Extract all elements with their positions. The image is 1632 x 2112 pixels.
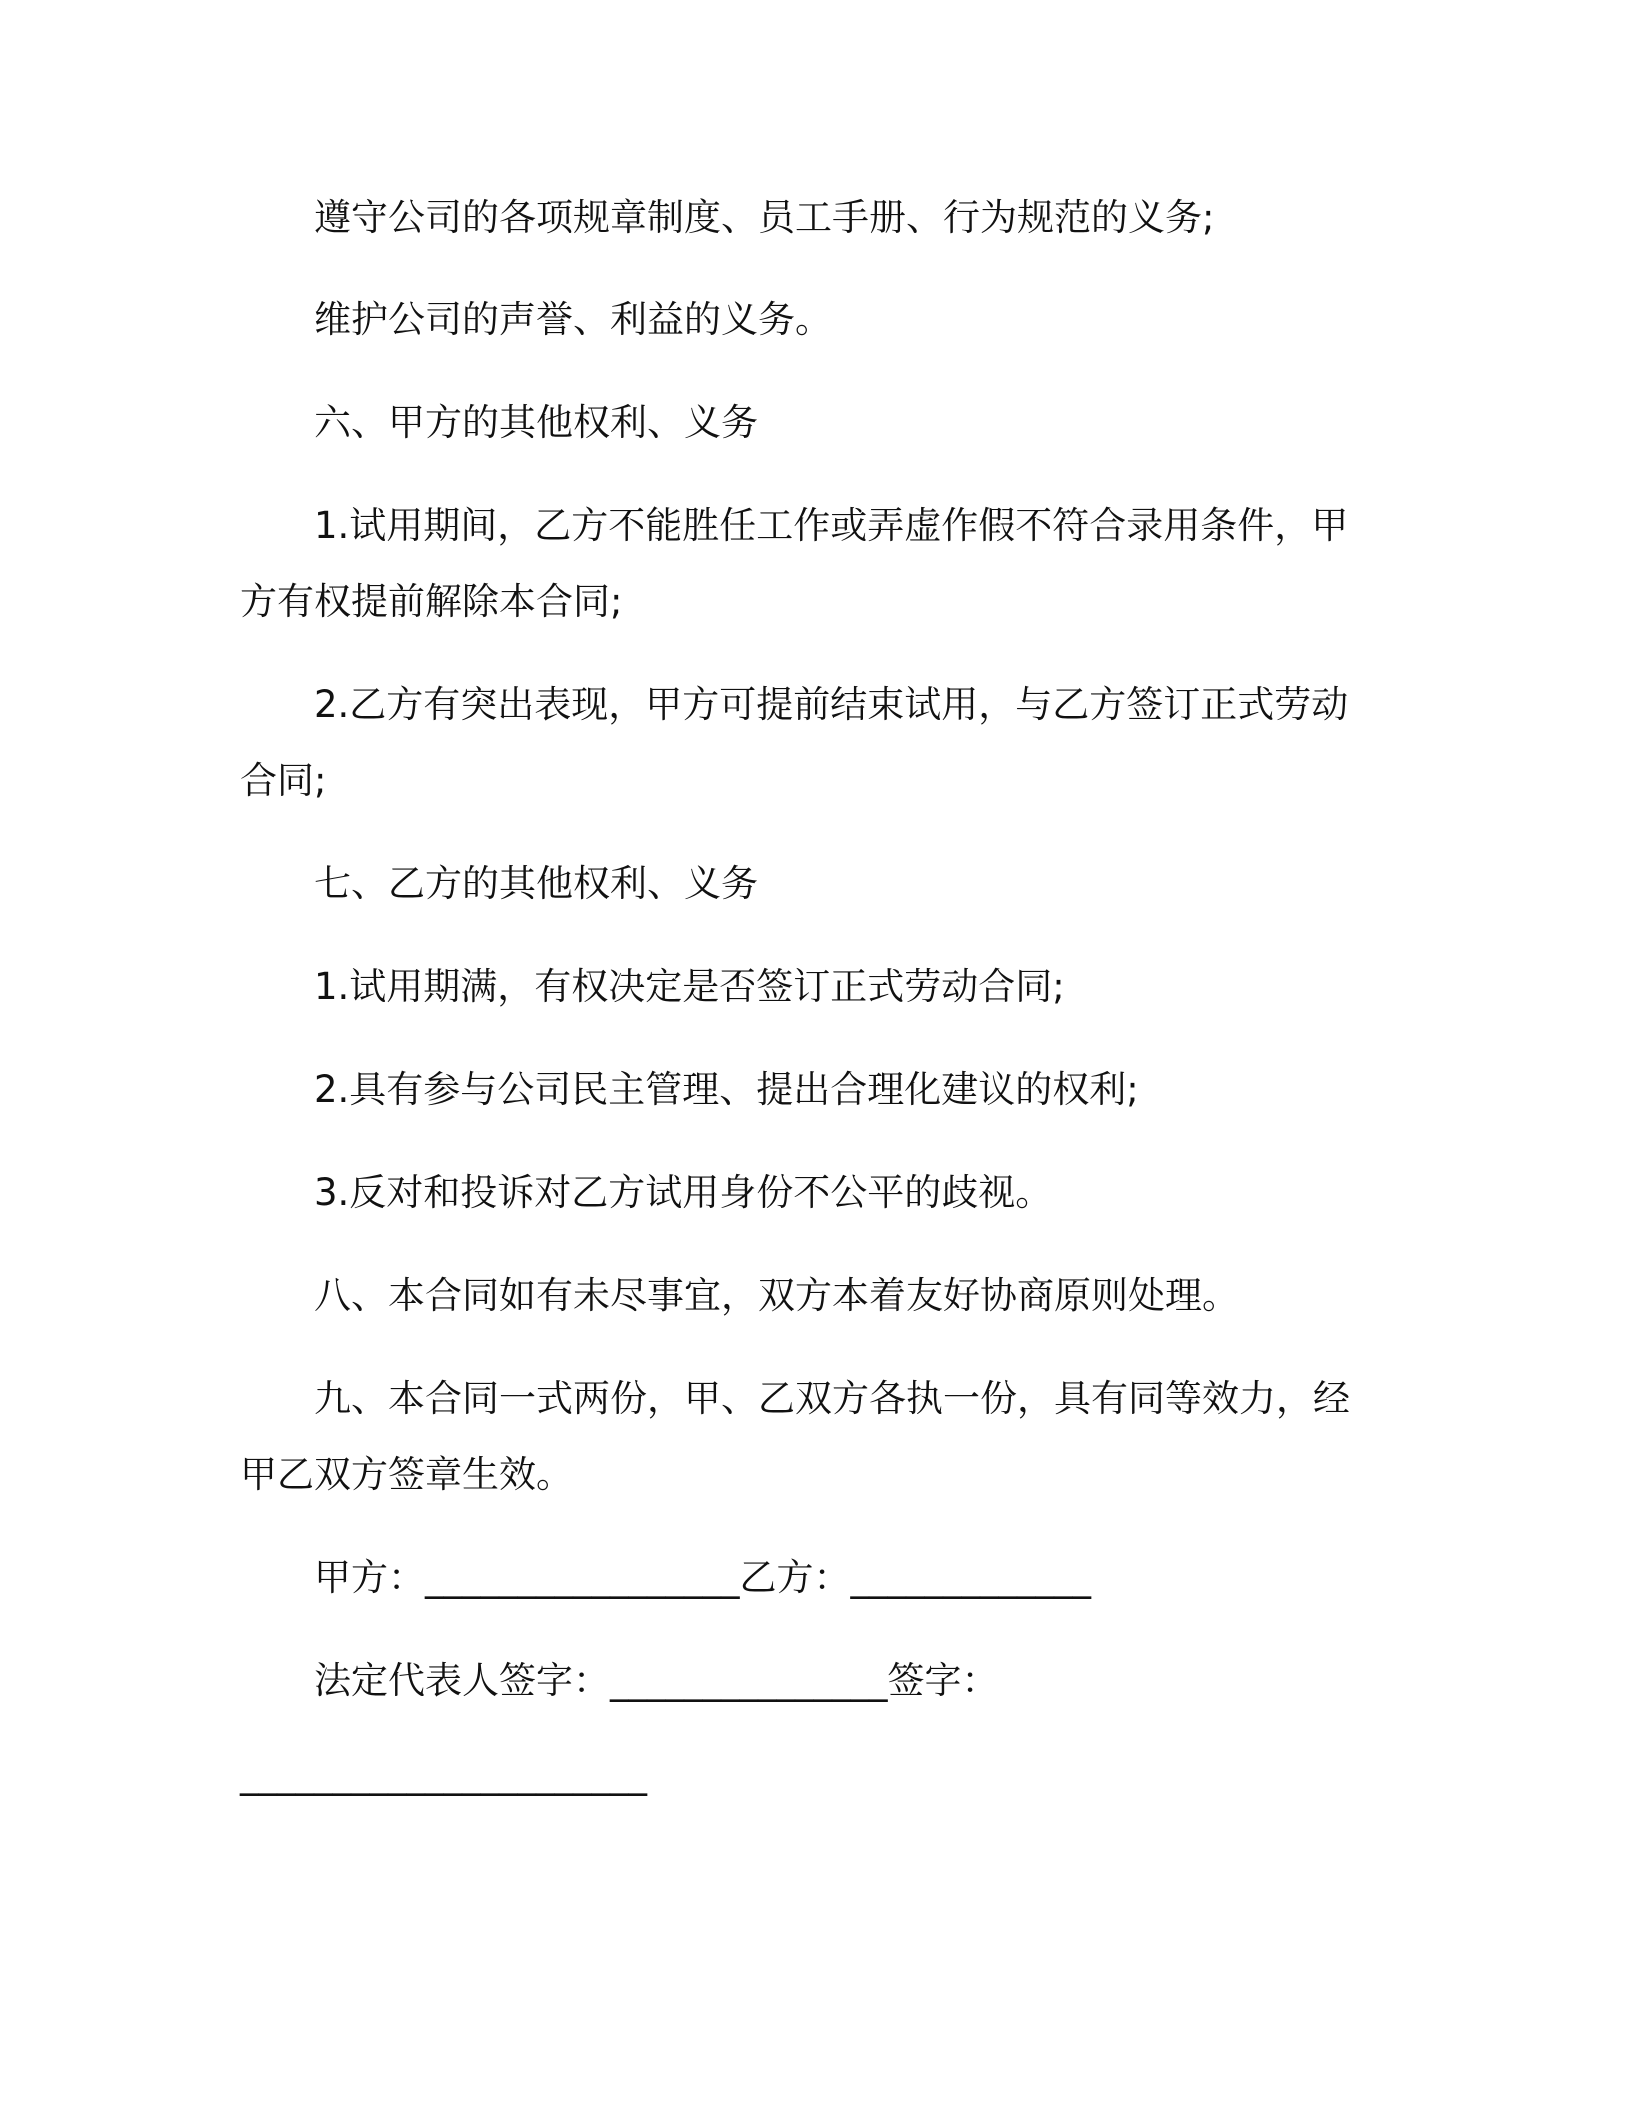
signature-blank-line: ______________________	[240, 1753, 647, 1796]
text-line-seven-item-1: 1.试用期满，有权决定是否签订正式劳动合同;	[314, 965, 1065, 1008]
text-line-six-item-1-cont: 方有权提前解除本合同;	[240, 580, 623, 623]
text-line-obligation-reputation: 维护公司的声誉、利益的义务。	[314, 298, 832, 341]
text-line-seven-item-3: 3.反对和投诉对乙方试用身份不公平的歧视。	[314, 1171, 1053, 1214]
text-line-six-item-2: 2.乙方有突出表现，甲方可提前结束试用，与乙方签订正式劳动	[314, 683, 1349, 726]
signature-line-representative: 法定代表人签字：_______________签字：	[314, 1659, 999, 1702]
text-line-obligation-rules: 遵守公司的各项规章制度、员工手册、行为规范的义务;	[314, 196, 1215, 239]
section-heading-nine: 九、本合同一式两份，甲、乙双方各执一份，具有同等效力，经	[314, 1377, 1350, 1420]
section-heading-six: 六、甲方的其他权利、义务	[314, 401, 758, 444]
text-line-nine-cont: 甲乙双方签章生效。	[240, 1453, 573, 1496]
section-heading-eight: 八、本合同如有未尽事宜，双方本着友好协商原则处理。	[314, 1274, 1239, 1317]
text-line-six-item-2-cont: 合同;	[240, 759, 327, 802]
text-line-six-item-1: 1.试用期间，乙方不能胜任工作或弄虚作假不符合录用条件，甲	[314, 504, 1349, 547]
text-line-seven-item-2: 2.具有参与公司民主管理、提出合理化建议的权利;	[314, 1068, 1139, 1111]
section-heading-seven: 七、乙方的其他权利、义务	[314, 862, 758, 905]
signature-line-parties: 甲方：_________________乙方：_____________	[314, 1556, 1091, 1599]
